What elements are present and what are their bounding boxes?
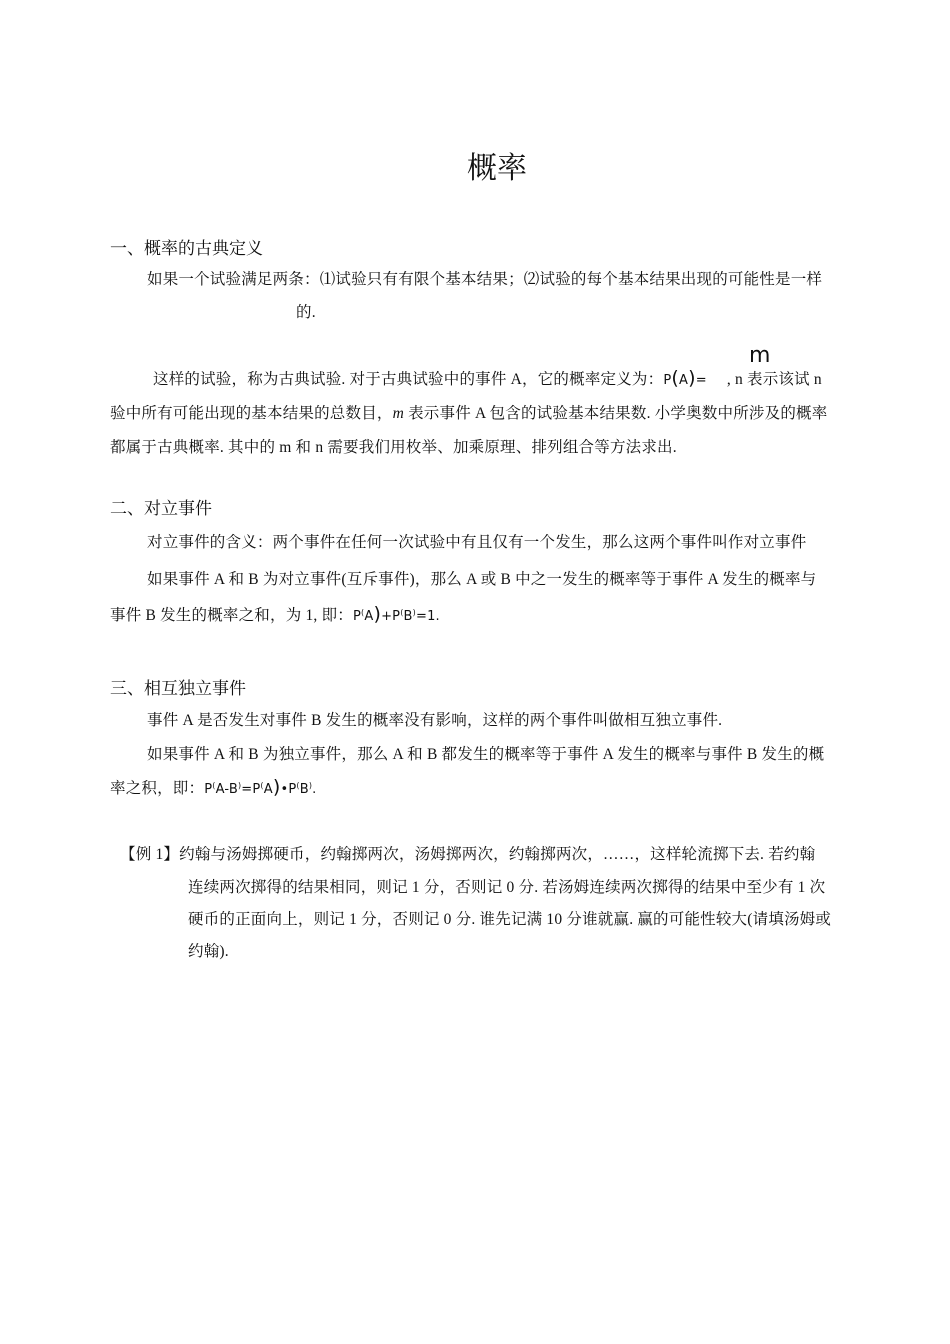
formula-symbol: A (364, 609, 374, 624)
complement-formula: P(A)+P(B)=1. (352, 603, 440, 625)
paragraph-line: 都属于古典概率. 其中的 m 和 n 需要我们用枚举、加乘原理、排列组合等方法求出. (110, 439, 677, 456)
formula-symbol: =P (241, 782, 261, 797)
paragraph-text: , n 表示该试 n (726, 371, 822, 388)
formula-symbol: P (663, 373, 672, 388)
page-title: 概率 (467, 151, 527, 186)
formula-symbol: B (403, 609, 413, 624)
paragraph-line: 连续两次掷得的结果相同，则记 1 分，否则记 0 分. 若汤姆连续两次掷得的结果中至少有 1 次 (188, 879, 826, 896)
independence-formula: P(A-B)=P(A)•P(B). (204, 776, 317, 798)
paragraph-text: 率之积，即： (110, 780, 205, 797)
formula-symbol: A-B (215, 782, 238, 797)
paragraph-line-with-formula (110, 603, 440, 625)
section-heading-independent-events: 三、相互独立事件 (110, 679, 246, 699)
variable-m: m (392, 405, 405, 422)
formula-symbol: = (695, 373, 707, 388)
paragraph-line: 约翰). (188, 943, 229, 960)
formula-symbol: =1. (415, 609, 440, 624)
paragraph-line: 如果一个试验满足两条：⑴试验只有有限个基本结果；⑵试验的每个基本结果出现的可能性是一样 (147, 271, 823, 288)
paragraph-line: 如果事件 A 和 B 为对立事件(互斥事件)，那么 A 或 B 中之一发生的概率等于事件 A 发生的概率与 (147, 571, 817, 588)
section-heading-complementary-events: 二、对立事件 (110, 499, 212, 519)
paragraph-line: 如果事件 A 和 B 为独立事件，那么 A 和 B 都发生的概率等于事件 A 发生的概率与事件 B 发生的概 (147, 746, 825, 763)
formula-symbol: B (299, 782, 309, 797)
paragraph-line-with-formula (153, 367, 822, 389)
paragraph-line: 的. (296, 304, 316, 321)
formula-symbol: A (263, 782, 273, 797)
formula-symbol: +P (381, 609, 401, 624)
formula-symbol: A (679, 373, 689, 388)
probability-formula: P(A)= (663, 367, 707, 389)
formula-symbol: •P (280, 782, 297, 797)
formula-symbol: P (204, 782, 213, 797)
paragraph-text: 约翰与汤姆掷硬币，约翰掷两次，汤姆掷两次，约翰掷两次，……，这样轮流掷下去. 若约翰 (179, 846, 816, 863)
formula-symbol: . (312, 782, 317, 797)
paragraph-line (110, 401, 827, 423)
paragraph-line: 事件 A 是否发生对事件 B 发生的概率没有影响，这样的两个事件叫做相互独立事件. (147, 712, 723, 729)
example-label: 【例 1】 (120, 846, 180, 863)
paragraph-text: 事件 B 发生的概率之和，为 1, 即： (110, 607, 353, 624)
paragraph-text: 这样的试验，称为古典试验. 对于古典试验中的事件 A，它的概率定义为： (153, 371, 664, 388)
paragraph-line-with-formula (110, 776, 317, 798)
formula-symbol: P (352, 609, 362, 624)
paragraph-line: 对立事件的含义：两个事件在任何一次试验中有且仅有一个发生，那么这两个事件叫作对立事件 (147, 534, 807, 551)
section-heading-classical-definition: 一、概率的古典定义 (110, 239, 263, 259)
fraction-numerator: m (749, 343, 771, 368)
example-line (120, 842, 815, 864)
paragraph-text: 验中所有可能出现的基本结果的总数目， (110, 405, 393, 422)
paragraph-line: 硬币的正面向上，则记 1 分，否则记 0 分. 谁先记满 10 分谁就赢. 赢的可能性较大(请填汤姆或 (188, 911, 832, 928)
paragraph-text: 表示事件 A 包含的试验基本结果数. 小学奥数中所涉及的概率 (404, 405, 828, 422)
